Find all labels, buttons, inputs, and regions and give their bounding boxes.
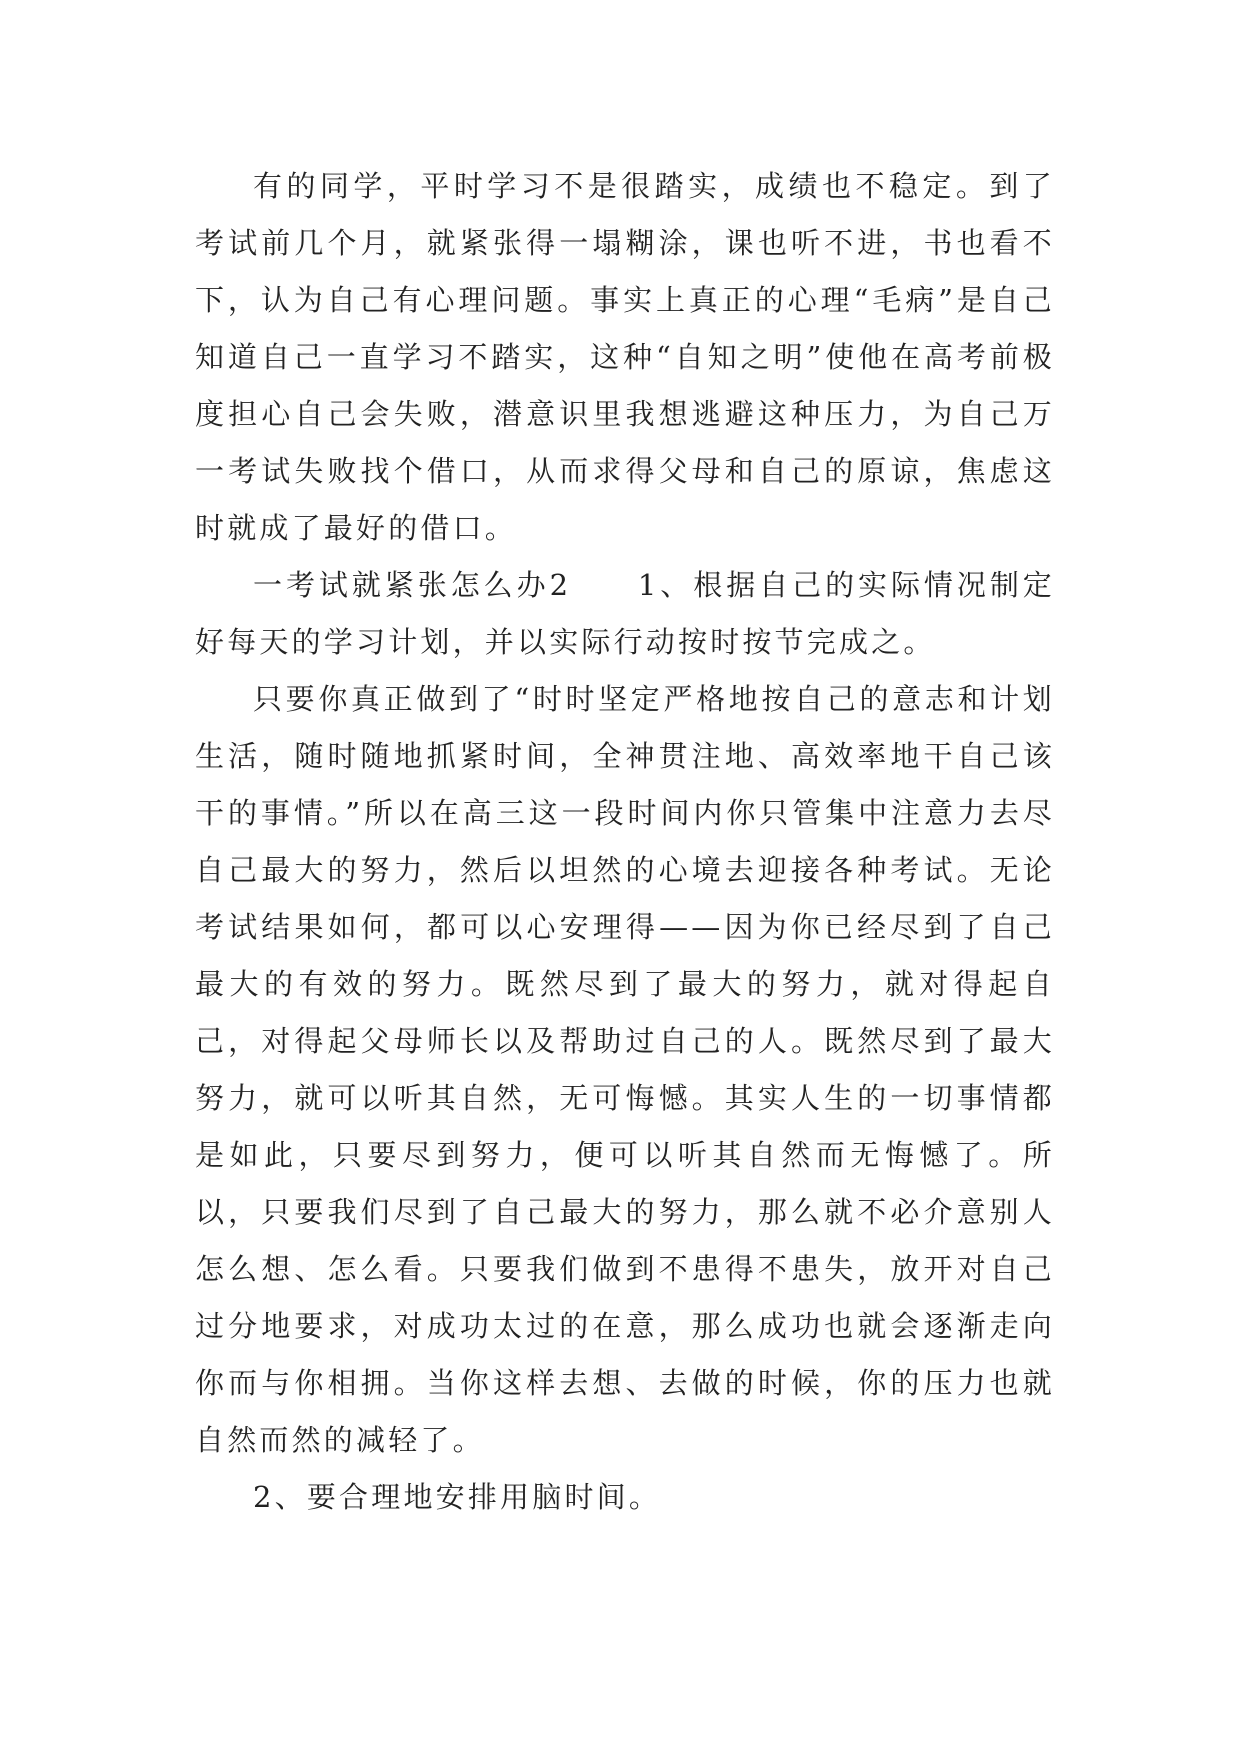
paragraph-exam-anxiety: 有的同学，平时学习不是很踏实，成绩也不稳定。到了考试前几个月，就紧张得一塌糊涂，课也听不进，书也看不下，认为自己有心理问题。事实上真正的心理“毛病”是自己知道自己一直学习不踏实，这种“自知之明”使他在高考前极度担心自己会失败，潜意识里我想逃避这种压力，为自己万一考试失败找个借口，从而求得父母和自己的原谅，焦虑这时就成了最好的借口。 (195, 169, 1055, 545)
paragraph-study-plan: 一考试就紧张怎么办2 1、根据自己的实际情况制定好每天的学习计划，并以实际行动按时按节完成之。 (195, 568, 1055, 659)
paragraph-effort: 只要你真正做到了“时时坚定严格地按自己的意志和计划生活，随时随地抓紧时间，全神贯注地、高效率地干自己该干的事情。”所以在高三这一段时间内你只管集中注意力去尽自己最大的努力，然后以坦然的心境去迎接各种考试。无论考试结果如何，都可以心安理得——因为你已经尽到了自己最大的有效的努力。既然尽到了最大的努力，就对得起自己，对得起父母师长以及帮助过自己的人。既然尽到了最大努力，就可以听其自然，无可悔憾。其实人生的一切事情都是如此，只要尽到努力，便可以听其自然而无悔憾了。所以，只要我们尽到了自己最大的努力，那么就不必介意别人怎么想、怎么看。只要我们做到不患得不患失，放开对自己过分地要求，对成功太过的在意，那么成功也就会逐渐走向你而与你相拥。当你这样去想、去做的时候，你的压力也就自然而然的减轻了。 (195, 682, 1055, 1457)
document-body (195, 158, 1055, 1526)
paragraph-brain-time: 2、要合理地安排用脑时间。 (253, 1480, 662, 1514)
